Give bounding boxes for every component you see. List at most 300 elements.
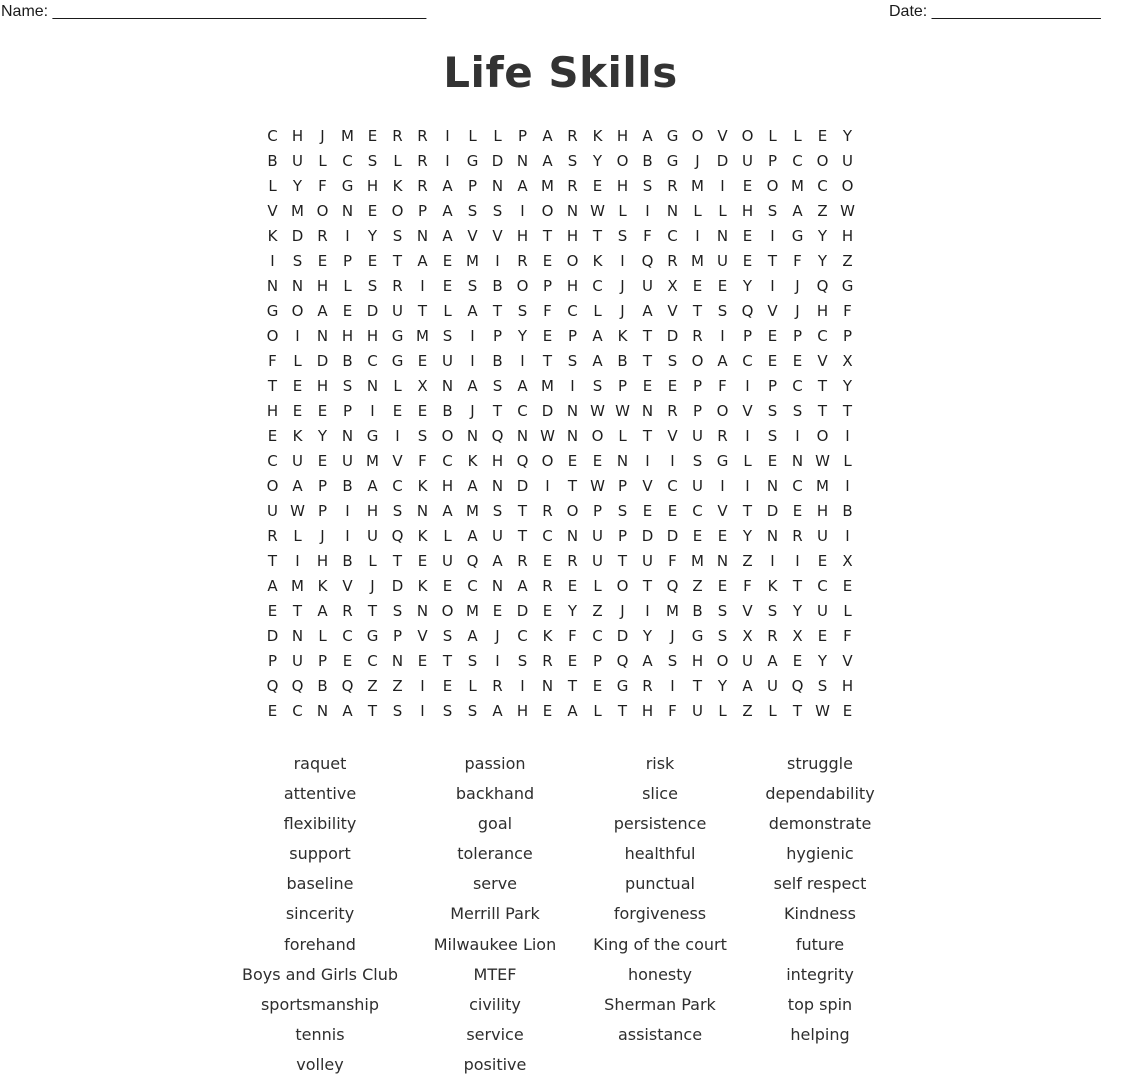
grid-letter[interactable]: E — [392, 402, 403, 420]
grid-letter[interactable]: R — [767, 627, 778, 645]
grid-letter[interactable]: E — [692, 527, 703, 545]
grid-letter[interactable]: U — [592, 552, 603, 570]
grid-letter[interactable]: A — [542, 127, 553, 145]
grid-letter[interactable]: H — [516, 227, 529, 245]
grid-letter[interactable]: W — [590, 477, 605, 495]
grid-letter[interactable]: S — [442, 702, 453, 720]
grid-letter[interactable]: T — [592, 227, 603, 245]
grid-letter[interactable]: E — [292, 402, 303, 420]
grid-letter[interactable]: E — [567, 652, 578, 670]
grid-letter[interactable]: W — [615, 402, 630, 420]
grid-letter[interactable]: Y — [842, 377, 853, 395]
grid-letter[interactable]: P — [417, 202, 428, 220]
grid-letter[interactable]: R — [417, 177, 428, 195]
grid-letter[interactable]: E — [592, 177, 603, 195]
grid-letter[interactable]: C — [342, 627, 353, 645]
grid-letter[interactable]: P — [542, 277, 553, 295]
grid-letter[interactable]: V — [717, 127, 728, 145]
grid-letter[interactable]: E — [592, 677, 603, 695]
grid-letter[interactable]: A — [342, 702, 353, 720]
grid-letter[interactable]: D — [666, 327, 679, 345]
grid-letter[interactable]: Y — [742, 527, 753, 545]
grid-letter[interactable]: I — [345, 502, 350, 520]
grid-letter[interactable]: Y — [817, 227, 828, 245]
grid-letter[interactable]: P — [692, 402, 703, 420]
grid-letter[interactable]: U — [742, 652, 753, 670]
grid-letter[interactable]: I — [720, 477, 725, 495]
grid-letter[interactable]: E — [667, 502, 678, 520]
grid-letter[interactable]: O — [291, 302, 304, 320]
grid-letter[interactable]: Z — [742, 552, 753, 570]
grid-letter[interactable]: O — [716, 402, 729, 420]
grid-letter[interactable]: I — [545, 477, 550, 495]
grid-letter[interactable]: V — [642, 477, 653, 495]
grid-letter[interactable]: M — [466, 252, 479, 270]
grid-letter[interactable]: S — [492, 377, 503, 395]
grid-letter[interactable]: X — [842, 552, 853, 570]
grid-letter[interactable]: Q — [816, 277, 829, 295]
grid-letter[interactable]: I — [495, 252, 500, 270]
grid-letter[interactable]: Q — [641, 252, 654, 270]
grid-letter[interactable]: L — [593, 302, 602, 320]
grid-letter[interactable]: A — [442, 202, 453, 220]
grid-letter[interactable]: A — [292, 477, 303, 495]
grid-letter[interactable]: O — [766, 177, 779, 195]
grid-letter[interactable]: T — [292, 602, 303, 620]
grid-letter[interactable]: G — [341, 177, 354, 195]
grid-letter[interactable]: C — [792, 477, 803, 495]
grid-letter[interactable]: E — [742, 227, 753, 245]
grid-letter[interactable]: H — [366, 177, 379, 195]
word-search-grid[interactable] — [260, 124, 860, 724]
grid-letter[interactable]: L — [743, 452, 752, 470]
grid-letter[interactable]: N — [316, 327, 329, 345]
grid-letter[interactable]: A — [367, 477, 378, 495]
grid-letter[interactable]: K — [392, 177, 403, 195]
grid-letter[interactable]: E — [817, 627, 828, 645]
grid-letter[interactable]: T — [692, 677, 703, 695]
grid-letter[interactable]: Q — [741, 302, 754, 320]
grid-letter[interactable]: A — [517, 577, 528, 595]
grid-letter[interactable]: N — [291, 627, 304, 645]
grid-letter[interactable]: E — [492, 602, 503, 620]
grid-letter[interactable]: L — [468, 677, 477, 695]
grid-letter[interactable]: T — [642, 327, 653, 345]
grid-letter[interactable]: T — [817, 402, 828, 420]
grid-letter[interactable]: E — [267, 602, 278, 620]
grid-letter[interactable]: H — [341, 327, 354, 345]
grid-letter[interactable]: O — [741, 127, 754, 145]
grid-letter[interactable]: H — [566, 277, 579, 295]
grid-letter[interactable]: U — [692, 477, 703, 495]
grid-letter[interactable]: A — [467, 527, 478, 545]
grid-letter[interactable]: C — [817, 577, 828, 595]
grid-letter[interactable]: S — [767, 402, 778, 420]
grid-letter[interactable]: F — [318, 177, 327, 195]
grid-letter[interactable]: C — [367, 652, 378, 670]
grid-letter[interactable]: E — [742, 177, 753, 195]
grid-letter[interactable]: A — [642, 127, 653, 145]
grid-letter[interactable]: E — [667, 377, 678, 395]
grid-letter[interactable]: G — [391, 327, 404, 345]
grid-letter[interactable]: S — [617, 227, 628, 245]
grid-letter[interactable]: M — [366, 452, 379, 470]
grid-letter[interactable]: L — [793, 127, 802, 145]
grid-letter[interactable]: E — [367, 202, 378, 220]
grid-letter[interactable]: U — [642, 277, 653, 295]
name-line[interactable]: __________________________________________ — [52, 3, 427, 20]
grid-letter[interactable]: A — [267, 577, 278, 595]
grid-letter[interactable]: O — [616, 152, 629, 170]
grid-letter[interactable]: U — [592, 527, 603, 545]
grid-letter[interactable]: T — [267, 377, 278, 395]
grid-letter[interactable]: R — [417, 152, 428, 170]
grid-letter[interactable]: R — [542, 577, 553, 595]
grid-letter[interactable]: I — [745, 427, 750, 445]
grid-letter[interactable]: Q — [466, 552, 479, 570]
grid-letter[interactable]: R — [517, 552, 528, 570]
grid-letter[interactable]: H — [841, 227, 854, 245]
grid-letter[interactable]: E — [767, 452, 778, 470]
grid-letter[interactable]: N — [266, 277, 279, 295]
grid-letter[interactable]: L — [768, 702, 777, 720]
grid-letter[interactable]: D — [266, 627, 279, 645]
grid-letter[interactable]: P — [767, 152, 778, 170]
grid-letter[interactable]: J — [470, 402, 475, 420]
grid-letter[interactable]: R — [417, 127, 428, 145]
grid-letter[interactable]: R — [792, 527, 803, 545]
grid-letter[interactable]: E — [842, 702, 853, 720]
grid-letter[interactable]: N — [541, 677, 554, 695]
grid-letter[interactable]: F — [543, 302, 552, 320]
grid-letter[interactable]: S — [792, 402, 803, 420]
grid-letter[interactable]: O — [616, 577, 629, 595]
grid-letter[interactable]: T — [392, 552, 403, 570]
grid-letter[interactable]: I — [495, 652, 500, 670]
grid-letter[interactable]: E — [342, 652, 353, 670]
grid-letter[interactable]: T — [542, 352, 553, 370]
grid-letter[interactable]: H — [316, 277, 329, 295]
grid-letter[interactable]: L — [718, 702, 727, 720]
grid-letter[interactable]: J — [620, 602, 625, 620]
grid-letter[interactable]: C — [467, 577, 478, 595]
grid-letter[interactable]: P — [267, 652, 278, 670]
grid-letter[interactable]: V — [467, 227, 478, 245]
grid-letter[interactable]: E — [792, 352, 803, 370]
grid-letter[interactable]: A — [467, 302, 478, 320]
grid-letter[interactable]: V — [667, 427, 678, 445]
grid-letter[interactable]: S — [717, 627, 728, 645]
grid-letter[interactable]: T — [642, 577, 653, 595]
grid-letter[interactable]: P — [842, 327, 853, 345]
grid-letter[interactable]: L — [443, 302, 452, 320]
grid-letter[interactable]: V — [342, 577, 353, 595]
grid-letter[interactable]: S — [567, 352, 578, 370]
grid-letter[interactable]: S — [367, 277, 378, 295]
grid-letter[interactable]: G — [366, 427, 379, 445]
grid-letter[interactable]: U — [817, 602, 828, 620]
grid-letter[interactable]: E — [317, 252, 328, 270]
grid-letter[interactable]: I — [645, 202, 650, 220]
grid-letter[interactable]: R — [317, 227, 328, 245]
grid-letter[interactable]: S — [642, 177, 653, 195]
grid-letter[interactable]: A — [642, 302, 653, 320]
grid-letter[interactable]: O — [841, 177, 854, 195]
grid-letter[interactable]: T — [442, 652, 453, 670]
grid-letter[interactable]: S — [767, 427, 778, 445]
grid-letter[interactable]: I — [520, 202, 525, 220]
grid-letter[interactable]: O — [716, 652, 729, 670]
grid-letter[interactable]: F — [668, 552, 677, 570]
grid-letter[interactable]: H — [441, 477, 454, 495]
grid-letter[interactable]: A — [417, 252, 428, 270]
grid-letter[interactable]: N — [566, 527, 579, 545]
grid-letter[interactable]: L — [293, 352, 302, 370]
grid-letter[interactable]: K — [417, 527, 428, 545]
grid-letter[interactable]: P — [342, 252, 353, 270]
grid-letter[interactable]: N — [341, 427, 354, 445]
grid-letter[interactable]: Q — [791, 677, 804, 695]
grid-letter[interactable]: E — [367, 252, 378, 270]
grid-letter[interactable]: Z — [592, 602, 603, 620]
grid-letter[interactable]: I — [670, 452, 675, 470]
grid-letter[interactable]: D — [316, 352, 329, 370]
grid-letter[interactable]: E — [542, 252, 553, 270]
grid-letter[interactable]: N — [416, 227, 429, 245]
grid-letter[interactable]: N — [716, 552, 729, 570]
grid-letter[interactable]: E — [767, 352, 778, 370]
grid-letter[interactable]: D — [291, 227, 304, 245]
grid-letter[interactable]: H — [566, 227, 579, 245]
grid-letter[interactable]: J — [320, 527, 325, 545]
grid-letter[interactable]: N — [566, 427, 579, 445]
grid-letter[interactable]: P — [317, 652, 328, 670]
grid-letter[interactable]: L — [293, 527, 302, 545]
grid-letter[interactable]: E — [542, 602, 553, 620]
grid-letter[interactable]: T — [392, 252, 403, 270]
grid-letter[interactable]: Z — [392, 677, 403, 695]
grid-letter[interactable]: R — [392, 127, 403, 145]
grid-letter[interactable]: Z — [742, 702, 753, 720]
grid-letter[interactable]: S — [667, 352, 678, 370]
grid-letter[interactable]: P — [467, 177, 478, 195]
grid-letter[interactable]: J — [795, 302, 800, 320]
grid-letter[interactable]: H — [691, 652, 704, 670]
grid-letter[interactable]: S — [392, 227, 403, 245]
grid-letter[interactable]: A — [317, 602, 328, 620]
grid-letter[interactable]: C — [567, 302, 578, 320]
grid-letter[interactable]: I — [345, 227, 350, 245]
grid-letter[interactable]: I — [445, 152, 450, 170]
grid-letter[interactable]: H — [366, 327, 379, 345]
grid-letter[interactable]: Q — [391, 527, 404, 545]
grid-letter[interactable]: M — [816, 477, 829, 495]
grid-letter[interactable]: V — [717, 502, 728, 520]
grid-letter[interactable]: M — [541, 377, 554, 395]
grid-letter[interactable]: N — [316, 702, 329, 720]
grid-letter[interactable]: O — [441, 602, 454, 620]
grid-letter[interactable]: Q — [491, 427, 504, 445]
grid-letter[interactable]: E — [417, 352, 428, 370]
grid-letter[interactable]: T — [817, 377, 828, 395]
grid-letter[interactable]: I — [420, 702, 425, 720]
grid-letter[interactable]: Y — [567, 602, 578, 620]
grid-letter[interactable]: P — [567, 327, 578, 345]
grid-letter[interactable]: N — [566, 402, 579, 420]
grid-letter[interactable]: D — [391, 577, 404, 595]
grid-letter[interactable]: O — [691, 127, 704, 145]
grid-letter[interactable]: E — [642, 377, 653, 395]
grid-letter[interactable]: Q — [291, 677, 304, 695]
grid-letter[interactable]: E — [267, 427, 278, 445]
grid-letter[interactable]: S — [592, 377, 603, 395]
grid-letter[interactable]: U — [367, 527, 378, 545]
grid-letter[interactable]: E — [317, 402, 328, 420]
grid-letter[interactable]: L — [393, 152, 402, 170]
grid-letter[interactable]: R — [667, 177, 678, 195]
grid-letter[interactable]: U — [692, 702, 703, 720]
grid-letter[interactable]: R — [517, 252, 528, 270]
grid-letter[interactable]: H — [616, 177, 629, 195]
grid-letter[interactable]: F — [643, 227, 652, 245]
grid-letter[interactable]: M — [666, 602, 679, 620]
grid-letter[interactable]: N — [416, 502, 429, 520]
grid-letter[interactable]: H — [816, 302, 829, 320]
grid-letter[interactable]: I — [370, 402, 375, 420]
grid-letter[interactable]: S — [517, 652, 528, 670]
grid-letter[interactable]: W — [815, 702, 830, 720]
grid-letter[interactable]: L — [268, 177, 277, 195]
grid-letter[interactable]: N — [766, 527, 779, 545]
grid-letter[interactable]: U — [492, 527, 503, 545]
grid-letter[interactable]: P — [692, 377, 703, 395]
grid-letter[interactable]: C — [667, 477, 678, 495]
grid-letter[interactable]: I — [720, 327, 725, 345]
grid-letter[interactable]: C — [817, 327, 828, 345]
grid-letter[interactable]: J — [795, 277, 800, 295]
grid-letter[interactable]: J — [370, 577, 375, 595]
grid-letter[interactable]: E — [742, 252, 753, 270]
grid-letter[interactable]: E — [542, 327, 553, 345]
grid-letter[interactable]: T — [567, 477, 578, 495]
grid-letter[interactable]: E — [292, 377, 303, 395]
grid-letter[interactable]: R — [542, 652, 553, 670]
grid-letter[interactable]: C — [292, 702, 303, 720]
grid-letter[interactable]: J — [320, 127, 325, 145]
grid-letter[interactable]: E — [567, 577, 578, 595]
grid-letter[interactable]: I — [345, 527, 350, 545]
grid-letter[interactable]: R — [667, 252, 678, 270]
grid-letter[interactable]: D — [491, 152, 504, 170]
grid-letter[interactable]: T — [767, 252, 778, 270]
grid-letter[interactable]: Z — [692, 577, 703, 595]
grid-letter[interactable]: S — [467, 277, 478, 295]
grid-letter[interactable]: A — [592, 352, 603, 370]
grid-letter[interactable]: E — [592, 452, 603, 470]
grid-letter[interactable]: H — [641, 702, 654, 720]
grid-letter[interactable]: G — [716, 452, 729, 470]
grid-letter[interactable]: E — [442, 677, 453, 695]
grid-letter[interactable]: S — [492, 502, 503, 520]
grid-letter[interactable]: N — [716, 227, 729, 245]
grid-letter[interactable]: V — [842, 652, 853, 670]
grid-letter[interactable]: N — [641, 402, 654, 420]
grid-letter[interactable]: N — [441, 377, 454, 395]
grid-letter[interactable]: B — [342, 552, 353, 570]
grid-letter[interactable]: E — [417, 652, 428, 670]
grid-letter[interactable]: P — [617, 377, 628, 395]
grid-letter[interactable]: B — [642, 152, 653, 170]
grid-letter[interactable]: E — [342, 302, 353, 320]
grid-letter[interactable]: T — [542, 227, 553, 245]
grid-letter[interactable]: I — [770, 227, 775, 245]
grid-letter[interactable]: F — [668, 702, 677, 720]
grid-letter[interactable]: T — [417, 302, 428, 320]
grid-letter[interactable]: N — [416, 602, 429, 620]
grid-letter[interactable]: I — [470, 352, 475, 370]
grid-letter[interactable]: I — [520, 677, 525, 695]
grid-letter[interactable]: L — [843, 452, 852, 470]
grid-letter[interactable]: Y — [817, 652, 828, 670]
grid-letter[interactable]: Y — [517, 327, 528, 345]
grid-letter[interactable]: N — [491, 577, 504, 595]
grid-letter[interactable]: I — [645, 452, 650, 470]
grid-letter[interactable]: I — [420, 277, 425, 295]
grid-letter[interactable]: M — [466, 502, 479, 520]
grid-letter[interactable]: W — [840, 202, 855, 220]
grid-letter[interactable]: E — [417, 402, 428, 420]
grid-letter[interactable]: A — [317, 302, 328, 320]
grid-letter[interactable]: C — [542, 527, 553, 545]
grid-letter[interactable]: L — [618, 427, 627, 445]
grid-letter[interactable]: M — [291, 202, 304, 220]
grid-letter[interactable]: H — [816, 502, 829, 520]
grid-letter[interactable]: K — [767, 577, 778, 595]
grid-letter[interactable]: Y — [642, 627, 653, 645]
grid-letter[interactable]: E — [717, 577, 728, 595]
grid-letter[interactable]: H — [316, 552, 329, 570]
grid-letter[interactable]: W — [815, 452, 830, 470]
grid-letter[interactable]: S — [667, 652, 678, 670]
grid-letter[interactable]: T — [617, 702, 628, 720]
grid-letter[interactable]: N — [566, 202, 579, 220]
grid-letter[interactable]: L — [393, 377, 402, 395]
grid-letter[interactable]: V — [817, 352, 828, 370]
grid-letter[interactable]: J — [620, 302, 625, 320]
grid-letter[interactable]: A — [567, 702, 578, 720]
grid-letter[interactable]: U — [717, 252, 728, 270]
grid-letter[interactable]: J — [620, 277, 625, 295]
grid-letter[interactable]: A — [442, 502, 453, 520]
grid-letter[interactable]: S — [467, 202, 478, 220]
grid-letter[interactable]: I — [770, 552, 775, 570]
grid-letter[interactable]: S — [717, 602, 728, 620]
grid-letter[interactable]: P — [492, 327, 503, 345]
grid-letter[interactable]: E — [642, 502, 653, 520]
grid-letter[interactable]: G — [691, 627, 704, 645]
grid-letter[interactable]: E — [442, 577, 453, 595]
grid-letter[interactable]: D — [541, 402, 554, 420]
grid-letter[interactable]: H — [366, 502, 379, 520]
grid-letter[interactable]: S — [692, 452, 703, 470]
grid-letter[interactable]: I — [620, 252, 625, 270]
grid-letter[interactable]: U — [742, 152, 753, 170]
grid-letter[interactable]: F — [418, 452, 427, 470]
grid-letter[interactable]: F — [843, 302, 852, 320]
grid-letter[interactable]: F — [743, 577, 752, 595]
grid-letter[interactable]: A — [442, 227, 453, 245]
grid-letter[interactable]: S — [292, 252, 303, 270]
